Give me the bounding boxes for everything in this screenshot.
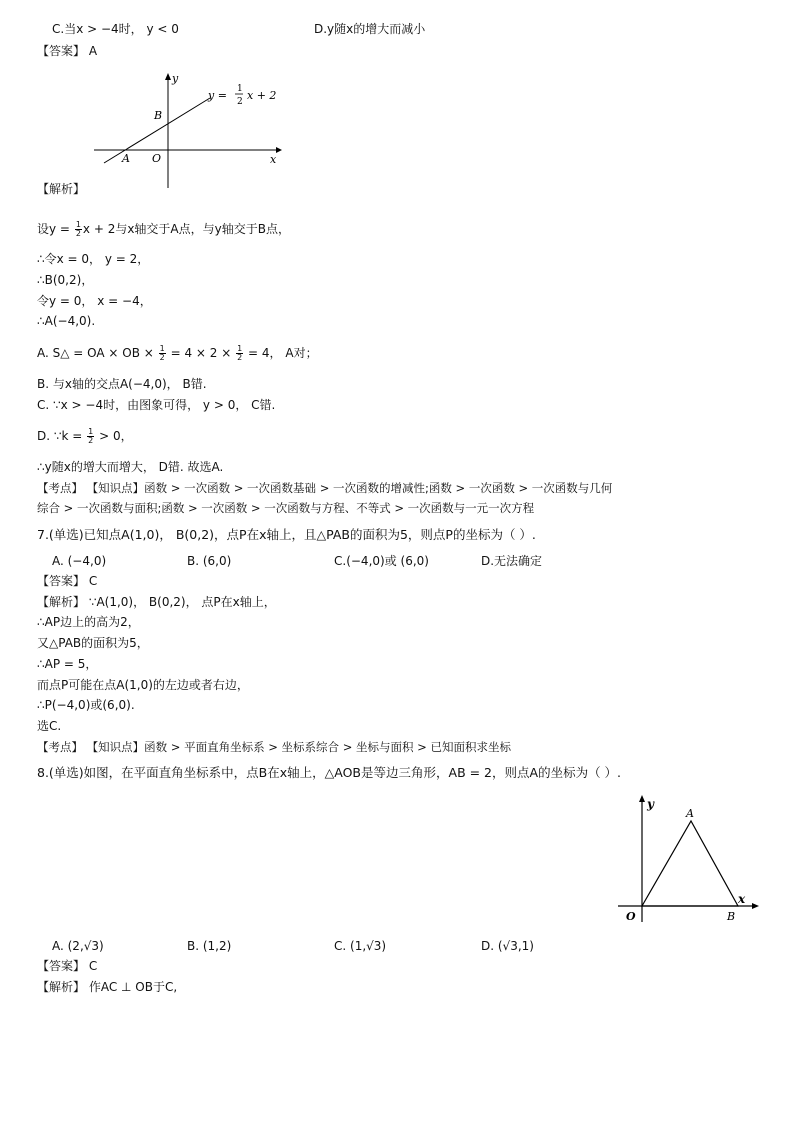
- x-axis-label: x: [270, 153, 277, 166]
- q7-option-c: C.(−4,0)或 (6,0): [334, 554, 429, 568]
- answer-label: 【答案】 A: [37, 44, 98, 58]
- knowledge-points-2: 综合 > 一次函数与面积;函数 > 一次函数 > 一次函数与方程、不等式 > 一次函数与一元一次方程: [37, 501, 535, 515]
- analysis-line-5: ∴A(−4,0).: [37, 314, 96, 328]
- origin-label: O: [152, 152, 162, 165]
- analysis-option-a: A. S△ = OA × OB × $\frac{1}{2}$ = 4 × 2 × $\frac{1}{2}$ = 4， A对；: [37, 344, 318, 362]
- q7-knowledge-points: 【考点】 【知识点】函数 > 平面直角坐标系 > 坐标系综合 > 坐标与面积 > 已知面积求坐标: [37, 740, 511, 754]
- q7-solution-5: 而点P可能在点A(1,0)的左边或者右边，: [37, 678, 249, 692]
- analysis-option-d: D. ∵k = $\frac{1}{2}$ > 0，: [37, 427, 133, 445]
- x-axis-label: x: [738, 892, 746, 906]
- q7-option-d: D.无法确定: [481, 554, 543, 568]
- analysis-line-3: ∴B(0,2)，: [37, 273, 94, 287]
- q7-solution-4: ∴AP = 5，: [37, 657, 98, 671]
- q7-answer: 【答案】 C: [37, 574, 98, 588]
- q8-option-c: C. (1,√3): [334, 939, 387, 953]
- equation-rhs: x + 2: [247, 89, 277, 102]
- q7-stem: 7.(单选)已知点A(1,0)， B(0,2)，点P在x轴上，且△PAB的面积为5，则点P的坐标为（ ）.: [37, 527, 536, 542]
- q7-solution-6: ∴P(−4,0)或(6,0).: [37, 698, 135, 712]
- analysis-conclusion: ∴y随x的增大而增大， D错. 故选A.: [37, 460, 224, 474]
- q7-solution-1: 【解析】 ∵A(1,0)， B(0,2)， 点P在x轴上，: [37, 595, 276, 609]
- point-b-label: B: [154, 109, 163, 122]
- y-axis-label: y: [172, 72, 179, 85]
- analysis-option-c: C. ∵x > −4时，由图象可得， y > 0， C错.: [37, 398, 276, 412]
- analysis-option-b: B. 与x轴的交点A(−4,0)， B错.: [37, 377, 207, 391]
- q8-option-b: B. (1,2): [187, 939, 232, 953]
- q7-solution-2: ∴AP边上的高为2，: [37, 615, 140, 629]
- q7-solution-7: 选C.: [37, 719, 62, 733]
- analysis-line-4: 令y = 0， x = −4，: [37, 294, 152, 308]
- analysis-heading: 【解析】: [37, 182, 86, 196]
- origin-label: O: [626, 910, 636, 923]
- point-a-label: A: [686, 807, 694, 820]
- q8-option-d: D. (√3,1): [481, 939, 534, 953]
- q8-solution-1: 【解析】 作AC ⊥ OB于C,: [37, 980, 178, 994]
- equation-frac-num: 1: [237, 84, 243, 94]
- y-axis-label: y: [647, 797, 654, 811]
- q7-solution-3: 又△PAB的面积为5，: [37, 636, 149, 650]
- knowledge-points-1: 【考点】 【知识点】函数 > 一次函数 > 一次函数基础 > 一次函数的增减性;函数 > 一次函数 > 一次函数与几何: [37, 481, 613, 495]
- q7-option-b: B. (6,0): [187, 554, 232, 568]
- q8-stem: 8.(单选)如图，在平面直角坐标系中，点B在x轴上，△AOB是等边三角形，AB = 2，则点A的坐标为（ ）.: [37, 765, 622, 780]
- equation-frac-den: 2: [237, 97, 243, 107]
- option-c: C.当x > −4时， y < 0: [52, 22, 179, 36]
- analysis-line-1: 设y = $\frac{1}{2}$ x + 2与x轴交于A点，与y轴交于B点，: [37, 220, 290, 238]
- point-b-label: B: [727, 910, 736, 923]
- q8-answer: 【答案】 C: [37, 959, 98, 973]
- linear-function-graph: [90, 68, 290, 192]
- q8-option-a: A. (2,√3): [52, 939, 104, 953]
- option-d: D.y随x的增大而减小: [314, 22, 426, 36]
- q7-option-a: A. (−4,0): [52, 554, 107, 568]
- analysis-line-2: ∴令x = 0， y = 2，: [37, 252, 150, 266]
- equation-lhs: y =: [208, 89, 227, 102]
- equilateral-triangle-graph: [614, 790, 764, 928]
- point-a-label: A: [122, 152, 130, 165]
